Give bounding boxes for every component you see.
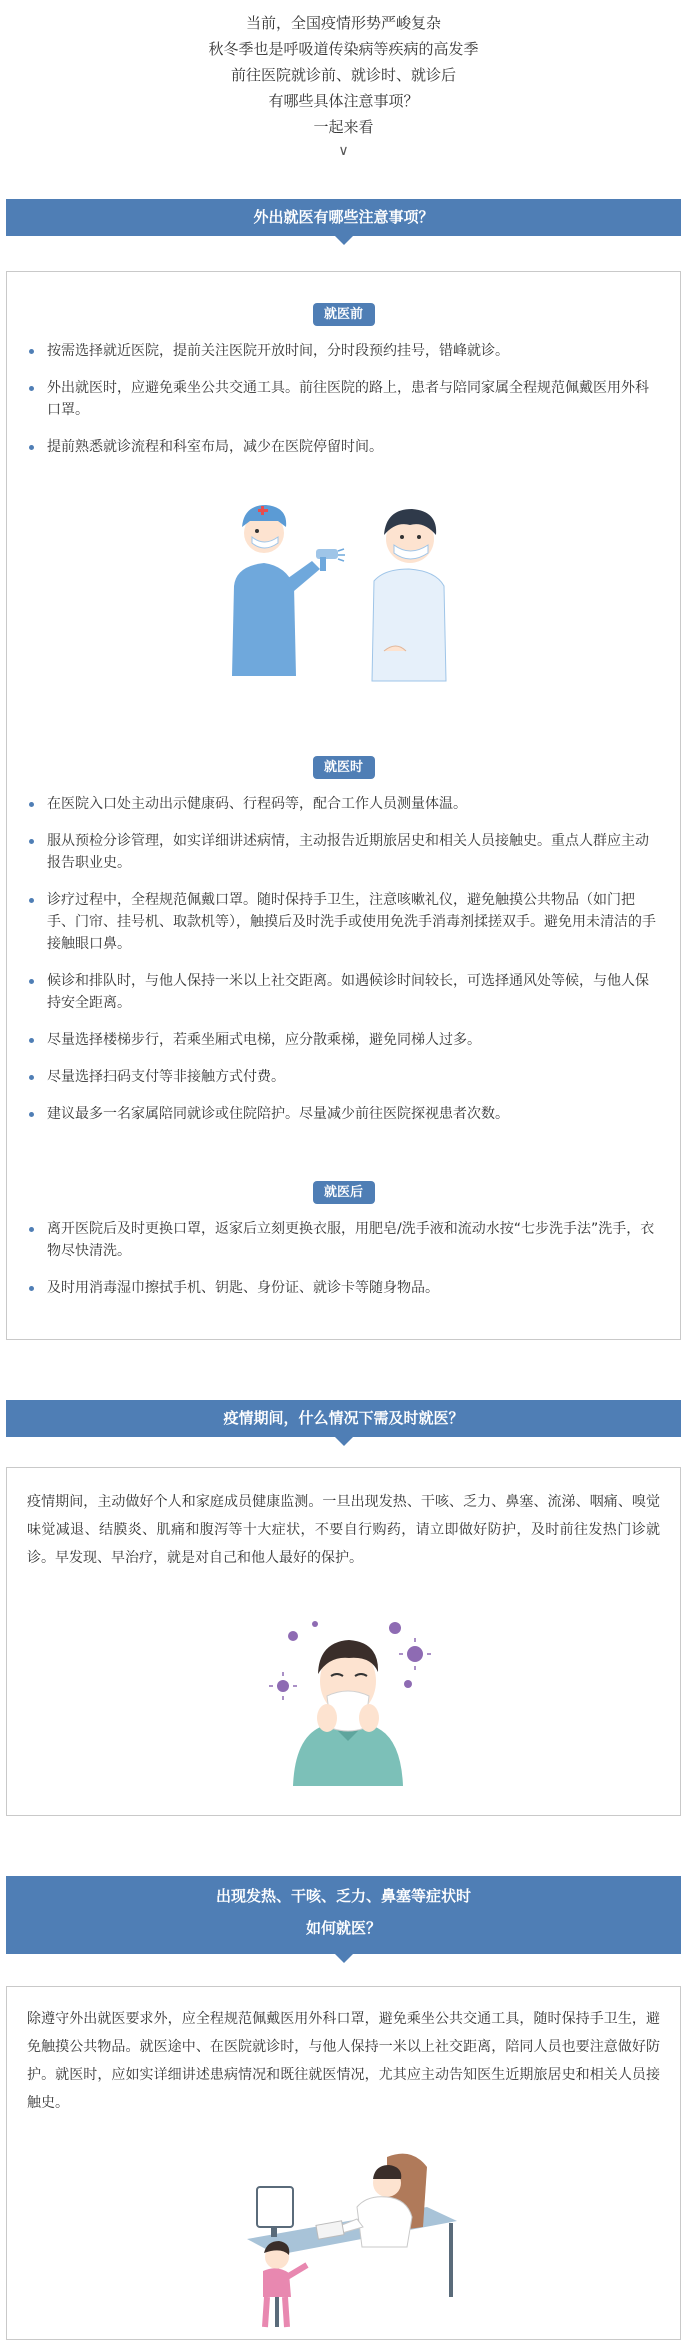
banner-pointer: [334, 1953, 354, 1963]
list-item: 离开医院后及时更换口罩，返家后立刻更换衣服，用肥皂/洗手液和流动水按“七步洗手法”洗手，衣物尽快清洗。: [37, 1218, 660, 1262]
section3-title-line1: 出现发热、干咳、乏力、鼻塞等症状时: [215, 1887, 471, 1905]
chevron-down-icon: ∨: [338, 143, 349, 159]
sneezing-person-illustration: [263, 1616, 433, 1786]
tag-after-visit: 就医后: [313, 1181, 375, 1204]
intro-line: 当前，全国疫情形势严峻复杂: [245, 14, 441, 32]
section1-panel: [6, 271, 681, 1340]
list-item: 按需选择就近医院，提前关注医院开放时间，分时段预约挂号，错峰就诊。: [37, 340, 660, 362]
list-item: 尽量选择楼梯步行，若乘坐厢式电梯，应分散乘梯，避免同梯人过多。: [37, 1029, 660, 1051]
banner-pointer: [334, 1436, 354, 1446]
section3-banner: [6, 1876, 681, 1954]
intro-line: 有哪些具体注意事项？: [268, 92, 419, 110]
before-visit-list: [7, 340, 680, 473]
section2-banner: [6, 1400, 681, 1437]
during-visit-list: [7, 793, 680, 1140]
after-visit-list: [7, 1218, 680, 1314]
section2-text: 疫情期间，主动做好个人和家庭成员健康监测。一旦出现发热、干咳、乏力、鼻塞、流涕、咽痛、嗅觉味觉减退、结膜炎、肌痛和腹泻等十大症状，不要自行购药，请立即做好防护，及时前往发热门诊就诊。早发现、早治疗，就是对自己和他人最好的保护。: [27, 1494, 660, 1566]
list-item: 外出就医时，应避免乘坐公共交通工具。前往医院的路上，患者与陪同家属全程规范佩戴医用外科口罩。: [37, 377, 660, 421]
list-item: 建议最多一名家属陪同就诊或住院陪护。尽量减少前往医院探视患者次数。: [37, 1103, 660, 1125]
section3-title-line2: 如何就医？: [305, 1919, 381, 1937]
list-item: 候诊和排队时，与他人保持一米以上社交距离。如遇候诊时间较长，可选择通风处等候，与他人保持安全距离。: [37, 970, 660, 1014]
intro-block: [0, 10, 687, 162]
section2-title: 疫情期间，什么情况下需及时就医？: [223, 1409, 464, 1427]
banner-pointer: [334, 235, 354, 245]
intro-line: 前往医院就诊前、就诊时、就诊后: [230, 66, 456, 84]
tag-before-visit: 就医前: [313, 303, 375, 326]
list-item: 服从预检分诊管理，如实详细讲述病情，主动报告近期旅居史和相关人员接触史。重点人群应主动报告职业史。: [37, 830, 660, 874]
section1-title: 外出就医有哪些注意事项？: [253, 208, 434, 226]
section3-text: 除遵守外出就医要求外，应全程规范佩戴医用外科口罩，避免乘坐公共交通工具，随时保持手卫生，避免触摸公共物品。就医途中、在医院就诊时，与他人保持一米以上社交距离，陪同人员也要注意做好防护。就医时，应如实详细讲述患病情况和既往就医情况，尤其应主动告知医生近期旅居史和相关人员接触史。: [27, 2011, 660, 2111]
section1-banner: [6, 199, 681, 236]
section2-panel: [6, 1467, 681, 1816]
tag-during-visit: 就医时: [313, 756, 375, 779]
doctor-consultation-illustration: [237, 2147, 467, 2332]
list-item: 在医院入口处主动出示健康码、行程码等，配合工作人员测量体温。: [37, 793, 660, 815]
intro-line: 秋冬季也是呼吸道传染病等疾病的高发季: [208, 40, 479, 58]
section3-panel: [6, 1986, 681, 2340]
temperature-check-illustration: [224, 491, 474, 691]
list-item: 尽量选择扫码支付等非接触方式付费。: [37, 1066, 660, 1088]
list-item: 诊疗过程中，全程规范佩戴口罩。随时保持手卫生，注意咳嗽礼仪，避免触摸公共物品（如门把手、门帘、挂号机、取款机等），触摸后及时洗手或使用免洗手消毒剂揉搓双手。避免用未清洁的手接触眼口鼻。: [37, 889, 660, 955]
intro-line: 一起来看: [313, 118, 374, 136]
list-item: 及时用消毒湿巾擦拭手机、钥匙、身份证、就诊卡等随身物品。: [37, 1277, 660, 1299]
list-item: 提前熟悉就诊流程和科室布局，减少在医院停留时间。: [37, 436, 660, 458]
